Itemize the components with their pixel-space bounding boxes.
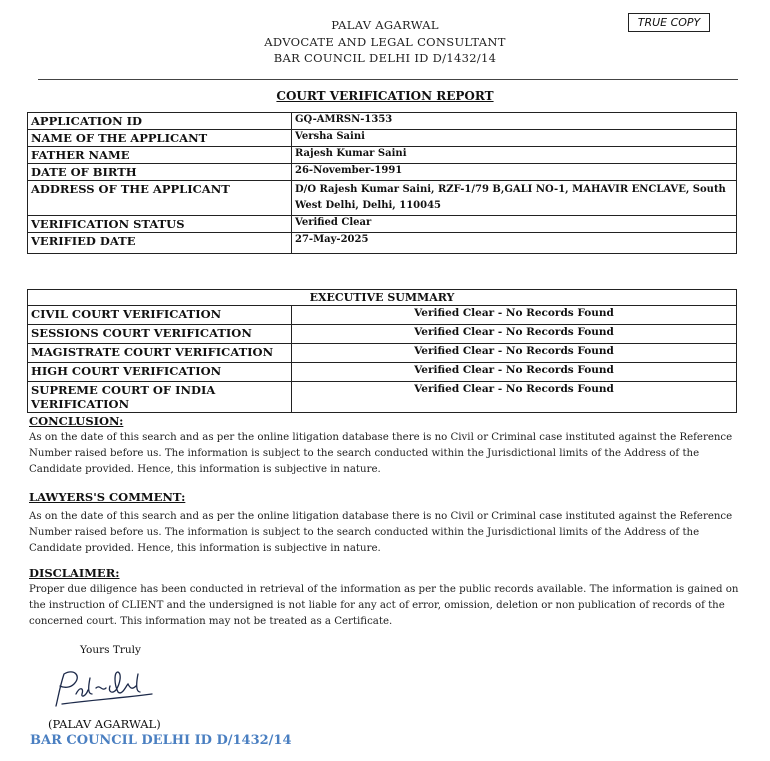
table-row	[28, 147, 737, 164]
field-value: GQ-AMRSN-1353	[292, 113, 737, 130]
table-row	[28, 306, 737, 325]
field-label: ADDRESS OF THE APPLICANT	[28, 181, 292, 216]
field-value: 26-November-1991	[292, 164, 737, 181]
field-label: APPLICATION ID	[28, 113, 292, 130]
table-row	[28, 290, 737, 306]
signature-image	[52, 664, 162, 714]
field-value: Verified Clear	[292, 216, 737, 233]
field-label: FATHER NAME	[28, 147, 292, 164]
conclusion-text: As on the date of this search and as per the online litigation database there is no Civil or Criminal case instituted against the Reference Number raised before us. The information is subject to the search conducted within the Jurisdictional limits of the Address of the Candidate provided. Hence, this information is subjective in nature.	[29, 432, 733, 475]
disclaimer-title: DISCLAIMER:	[29, 566, 120, 580]
field-label: DATE OF BIRTH	[28, 164, 292, 181]
header-bar-council-id: BAR COUNCIL DELHI ID D/1432/14	[273, 51, 497, 65]
field-value: Rajesh Kumar Saini	[292, 147, 737, 164]
details-table	[27, 112, 737, 254]
report-title: COURT VERIFICATION REPORT	[276, 89, 494, 103]
court-label: SESSIONS COURT VERIFICATION	[28, 325, 292, 344]
court-label: HIGH COURT VERIFICATION	[28, 363, 292, 382]
table-row	[28, 113, 737, 130]
summary-heading: EXECUTIVE SUMMARY	[28, 290, 737, 306]
court-label: MAGISTRATE COURT VERIFICATION	[28, 344, 292, 363]
table-row	[28, 164, 737, 181]
table-row	[28, 233, 737, 254]
disclaimer-text: Proper due diligence has been conducted in retrieval of the information as per the public records available. The information is gained on the instruction of CLIENT and the undersigned is not liable for any act of error, omission, deletion or non publication of records of the concerned court. This information may not be treated as a Certificate.	[29, 584, 739, 627]
field-value: D/O Rajesh Kumar Saini, RZF-1/79 B,GALI NO-1, MAHAVIR ENCLAVE, South West Delhi, Delhi, 110045	[292, 181, 737, 216]
field-label: NAME OF THE APPLICANT	[28, 130, 292, 147]
court-result: Verified Clear - No Records Found	[292, 344, 737, 363]
header-divider	[38, 79, 738, 80]
field-value: 27-May-2025	[292, 233, 737, 254]
signatory-name: (PALAV AGARWAL)	[48, 717, 161, 731]
lawyers-comment-title: LAWYERS'S COMMENT:	[29, 490, 186, 504]
conclusion-title: CONCLUSION:	[29, 414, 124, 428]
table-row	[28, 344, 737, 363]
table-row	[28, 363, 737, 382]
advocate-title: ADVOCATE AND LEGAL CONSULTANT	[264, 35, 506, 49]
table-row	[28, 216, 737, 233]
lawyers-comment-text: As on the date of this search and as per the online litigation database there is no Civil or Criminal case instituted against the Reference Number raised before us. The information is subject to the search conducted within the Jurisdictional limits of the Address of the Candidate provided. Hence, this information is subjective in nature.	[29, 511, 733, 554]
advocate-name: PALAV AGARWAL	[331, 18, 439, 32]
court-label: SUPREME COURT OF INDIA VERIFICATION	[28, 382, 292, 413]
table-row	[28, 382, 737, 413]
court-label: CIVIL COURT VERIFICATION	[28, 306, 292, 325]
table-row	[28, 130, 737, 147]
closing-salutation: Yours Truly	[80, 644, 141, 656]
field-label: VERIFICATION STATUS	[28, 216, 292, 233]
field-value: Versha Saini	[292, 130, 737, 147]
field-label: VERIFIED DATE	[28, 233, 292, 254]
court-result: Verified Clear - No Records Found	[292, 306, 737, 325]
court-result: Verified Clear - No Records Found	[292, 382, 737, 413]
signatory-bar-council-id: BAR COUNCIL DELHI ID D/1432/14	[30, 733, 292, 748]
table-row	[28, 325, 737, 344]
table-row	[28, 181, 737, 216]
court-result: Verified Clear - No Records Found	[292, 363, 737, 382]
executive-summary-table	[27, 289, 737, 413]
court-result: Verified Clear - No Records Found	[292, 325, 737, 344]
true-copy-stamp: TRUE COPY	[628, 13, 710, 32]
